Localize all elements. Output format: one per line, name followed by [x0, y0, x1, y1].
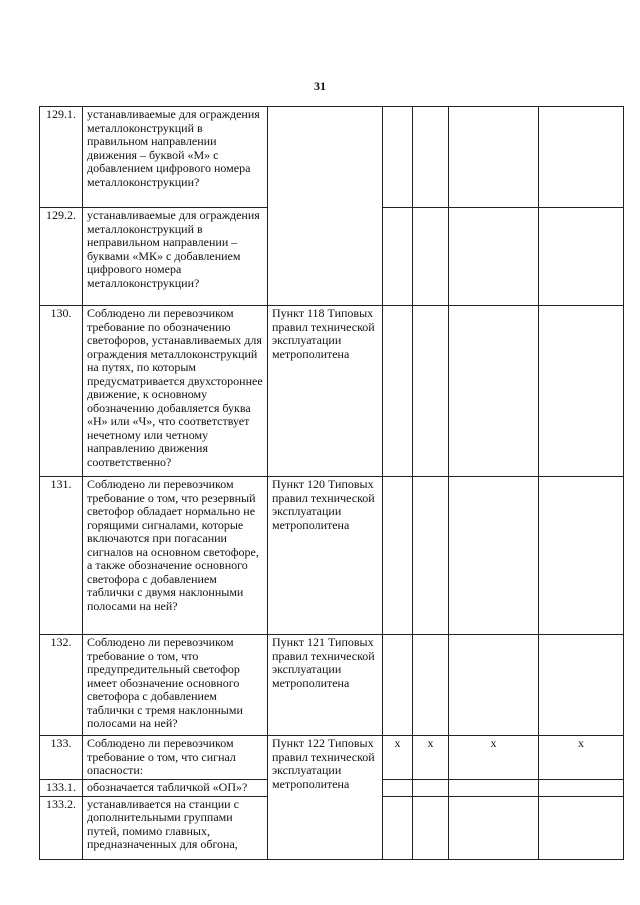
item-number: 133.: [40, 736, 83, 780]
yes-cell: [383, 779, 413, 796]
requirement-text: Соблюдено ли перевозчиком требование о том, что предупредительный светофор имеет обозначение основного светофора с добавлением таблички с тремя наклонными полосами на ней?: [83, 635, 268, 736]
requirement-text: обозначается табличкой «ОП»?: [83, 779, 268, 796]
not-applicable-cell: [449, 477, 539, 635]
not-applicable-mark: х: [449, 736, 539, 780]
yes-cell: [383, 796, 413, 859]
table-row: [40, 736, 624, 780]
comment-cell: [539, 306, 624, 477]
item-number: 131.: [40, 477, 83, 635]
not-applicable-cell: [449, 306, 539, 477]
comment-mark: х: [539, 736, 624, 780]
checklist-table: [39, 106, 624, 860]
not-applicable-cell: [449, 107, 539, 208]
item-number: 129.1.: [40, 107, 83, 208]
requirement-text: Соблюдено ли перевозчиком требование о том, что резервный светофор обладает нормально не горящими сигналами, которые включаются при погасании сигналов на основном светофоре, а также обозначение основного светофора с добавлением таблички с двумя наклонными полосами на ней?: [83, 477, 268, 635]
requirement-text: устанавливаемые для ограждения металлоконструкций в неправильном направлении – буквами «МК» с добавлением цифрового номера металлоконструкции?: [83, 208, 268, 306]
legal-reference-cell: [268, 107, 383, 306]
no-cell: [413, 208, 449, 306]
no-cell: [413, 306, 449, 477]
table-row: [40, 635, 624, 736]
table-row: [40, 477, 624, 635]
yes-cell: [383, 107, 413, 208]
comment-cell: [539, 779, 624, 796]
table-row: [40, 306, 624, 477]
item-number: 132.: [40, 635, 83, 736]
not-applicable-cell: [449, 208, 539, 306]
requirement-text: устанавливаемые для ограждения металлоконструкций в правильном направлении движения – буквой «М» с добавлением цифрового номера металлоконструкции?: [83, 107, 268, 208]
legal-reference: Пункт 121 Типовых правил технической эксплуатации метрополитена: [268, 635, 383, 736]
comment-cell: [539, 477, 624, 635]
not-applicable-cell: [449, 779, 539, 796]
item-number: 133.2.: [40, 796, 83, 859]
requirement-text: устанавливается на станции с дополнительными группами путей, помимо главных, предназначенных для обгона,: [83, 796, 268, 859]
no-mark: х: [413, 736, 449, 780]
item-number: 133.1.: [40, 779, 83, 796]
not-applicable-cell: [449, 635, 539, 736]
comment-cell: [539, 107, 624, 208]
comment-cell: [539, 635, 624, 736]
page-number: 31: [314, 79, 326, 93]
comment-cell: [539, 796, 624, 859]
legal-reference: Пункт 118 Типовых правил технической эксплуатации метрополитена: [268, 306, 383, 477]
yes-cell: [383, 208, 413, 306]
item-number: 130.: [40, 306, 83, 477]
requirement-text: Соблюдено ли перевозчиком требование по обозначению светофоров, устанавливаемых для ограждения металлоконструкций на путях, по которым предусматривается двухстороннее движение, к основному обозначению добавляется буква «Н» или «Ч», что соответствует нечетному или четному направлению движения соответственно?: [83, 306, 268, 477]
no-cell: [413, 635, 449, 736]
not-applicable-cell: [449, 796, 539, 859]
no-cell: [413, 477, 449, 635]
yes-cell: [383, 635, 413, 736]
table-row: [40, 107, 624, 208]
yes-cell: [383, 306, 413, 477]
yes-cell: [383, 477, 413, 635]
no-cell: [413, 779, 449, 796]
no-cell: [413, 107, 449, 208]
legal-reference: Пункт 122 Типовых правил технической эксплуатации метрополитена: [268, 736, 383, 860]
yes-mark: х: [383, 736, 413, 780]
comment-cell: [539, 208, 624, 306]
no-cell: [413, 796, 449, 859]
requirement-text: Соблюдено ли перевозчиком требование о том, что сигнал опасности:: [83, 736, 268, 780]
legal-reference: Пункт 120 Типовых правил технической эксплуатации метрополитена: [268, 477, 383, 635]
item-number: 129.2.: [40, 208, 83, 306]
